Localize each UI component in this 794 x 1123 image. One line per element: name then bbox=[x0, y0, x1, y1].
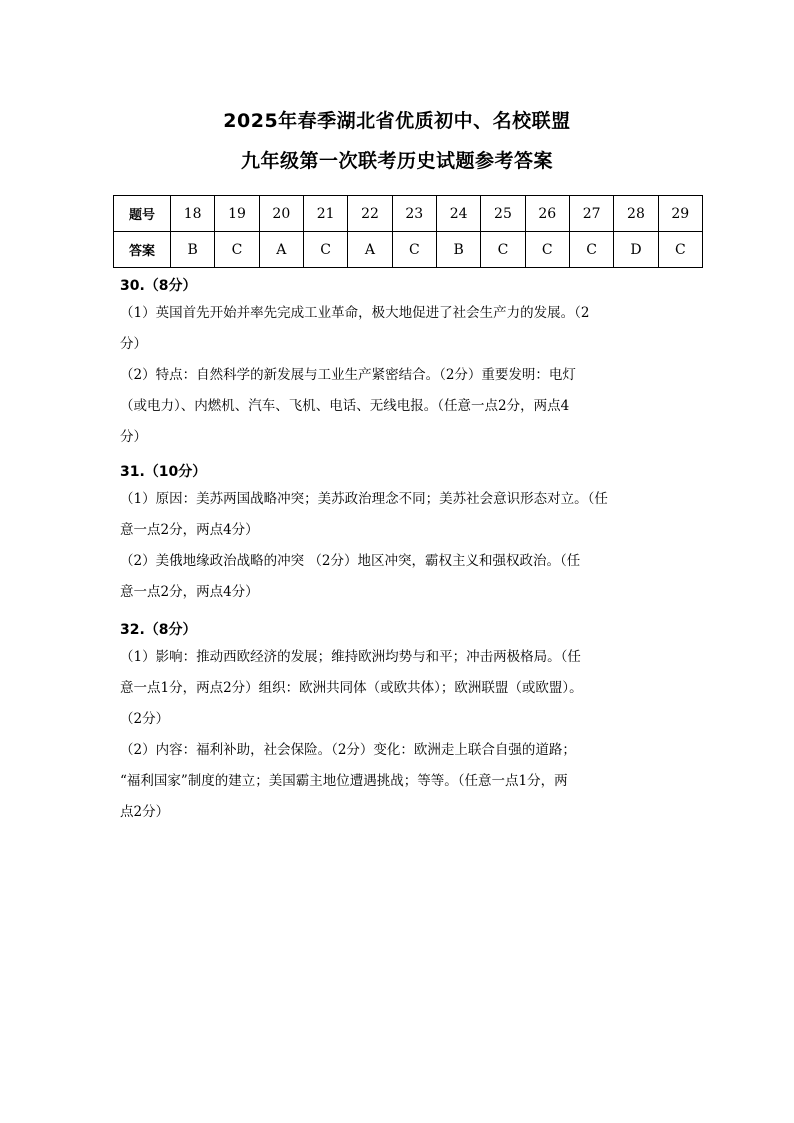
page-title: 2025年春季湖北省优质初中、名校联盟 bbox=[223, 110, 571, 132]
row-label-answer: 答案 bbox=[114, 232, 171, 268]
question-number-cell: 21 bbox=[303, 196, 347, 232]
row-label-question-number: 题号 bbox=[114, 196, 171, 232]
question-30-answer bbox=[120, 274, 700, 453]
answer-text-line: 意一点2分，两点4分） bbox=[120, 584, 259, 600]
question-number-cell: 29 bbox=[658, 196, 702, 232]
answer-table bbox=[113, 195, 703, 268]
answer-text-line: 点2分） bbox=[120, 804, 170, 820]
question-32-answer bbox=[120, 618, 700, 828]
page-subtitle: 九年级第一次联考历史试题参考答案 bbox=[240, 150, 553, 172]
answer-text-line: （1）英国首先开始并率先完成工业革命，极大地促进了社会生产力的发展。（2 bbox=[120, 305, 590, 321]
answer-cell: C bbox=[392, 232, 436, 268]
answer-cell: C bbox=[481, 232, 525, 268]
question-number-row bbox=[114, 196, 703, 232]
answer-text-line: “福利国家”制度的建立；美国霸主地位遭遇挑战；等等。（任意一点1分，两 bbox=[120, 773, 568, 789]
question-number-cell: 27 bbox=[569, 196, 613, 232]
answer-text-line: （2）内容：福利补助，社会保险。（2分）变化：欧洲走上联合自强的道路； bbox=[120, 742, 576, 758]
answer-row bbox=[114, 232, 703, 268]
question-number-cell: 24 bbox=[436, 196, 480, 232]
answer-cell: C bbox=[525, 232, 569, 268]
question-number-cell: 19 bbox=[215, 196, 259, 232]
question-number-cell: 28 bbox=[614, 196, 658, 232]
question-number-cell: 25 bbox=[481, 196, 525, 232]
answer-cell: C bbox=[658, 232, 702, 268]
answer-text-line: （1）原因：美苏两国战略冲突；美苏政治理念不同；美苏社会意识形态对立。（任 bbox=[120, 491, 608, 507]
answer-text-line: （或电力）、内燃机、汽车、飞机、电话、无线电报。（任意一点2分，两点4 bbox=[120, 398, 570, 414]
answer-cell: D bbox=[614, 232, 658, 268]
answer-cell: A bbox=[348, 232, 392, 268]
question-number-cell: 22 bbox=[348, 196, 392, 232]
question-number-cell: 20 bbox=[259, 196, 303, 232]
answer-cell: C bbox=[569, 232, 613, 268]
question-heading: 32.（8分） bbox=[120, 622, 197, 638]
answer-cell: B bbox=[171, 232, 215, 268]
question-heading: 31.（10分） bbox=[120, 464, 207, 480]
answer-cell: C bbox=[215, 232, 259, 268]
question-31-answer bbox=[120, 460, 700, 608]
answer-cell: C bbox=[303, 232, 347, 268]
question-heading: 30.（8分） bbox=[120, 278, 197, 294]
question-number-cell: 26 bbox=[525, 196, 569, 232]
answer-text-line: 分） bbox=[120, 336, 147, 352]
answer-text-line: （2分） bbox=[120, 711, 170, 727]
answer-text-line: 意一点2分，两点4分） bbox=[120, 522, 259, 538]
answer-cell: B bbox=[436, 232, 480, 268]
question-number-cell: 18 bbox=[171, 196, 215, 232]
answer-text-line: 分） bbox=[120, 429, 147, 445]
answer-cell: A bbox=[259, 232, 303, 268]
answer-text-line: （2）特点：自然科学的新发展与工业生产紧密结合。（2分）重要发明：电灯 bbox=[120, 367, 576, 383]
answer-text-line: 意一点1分，两点2分）组织：欧洲共同体（或欧共体）；欧洲联盟（或欧盟）。 bbox=[120, 680, 583, 696]
answer-text-line: （2）美俄地缘政治战略的冲突 （2分）地区冲突，霸权主义和强权政治。（任 bbox=[120, 553, 581, 569]
answer-text-line: （1）影响：推动西欧经济的发展；维持欧洲均势与和平；冲击两极格局。（任 bbox=[120, 649, 581, 665]
question-number-cell: 23 bbox=[392, 196, 436, 232]
